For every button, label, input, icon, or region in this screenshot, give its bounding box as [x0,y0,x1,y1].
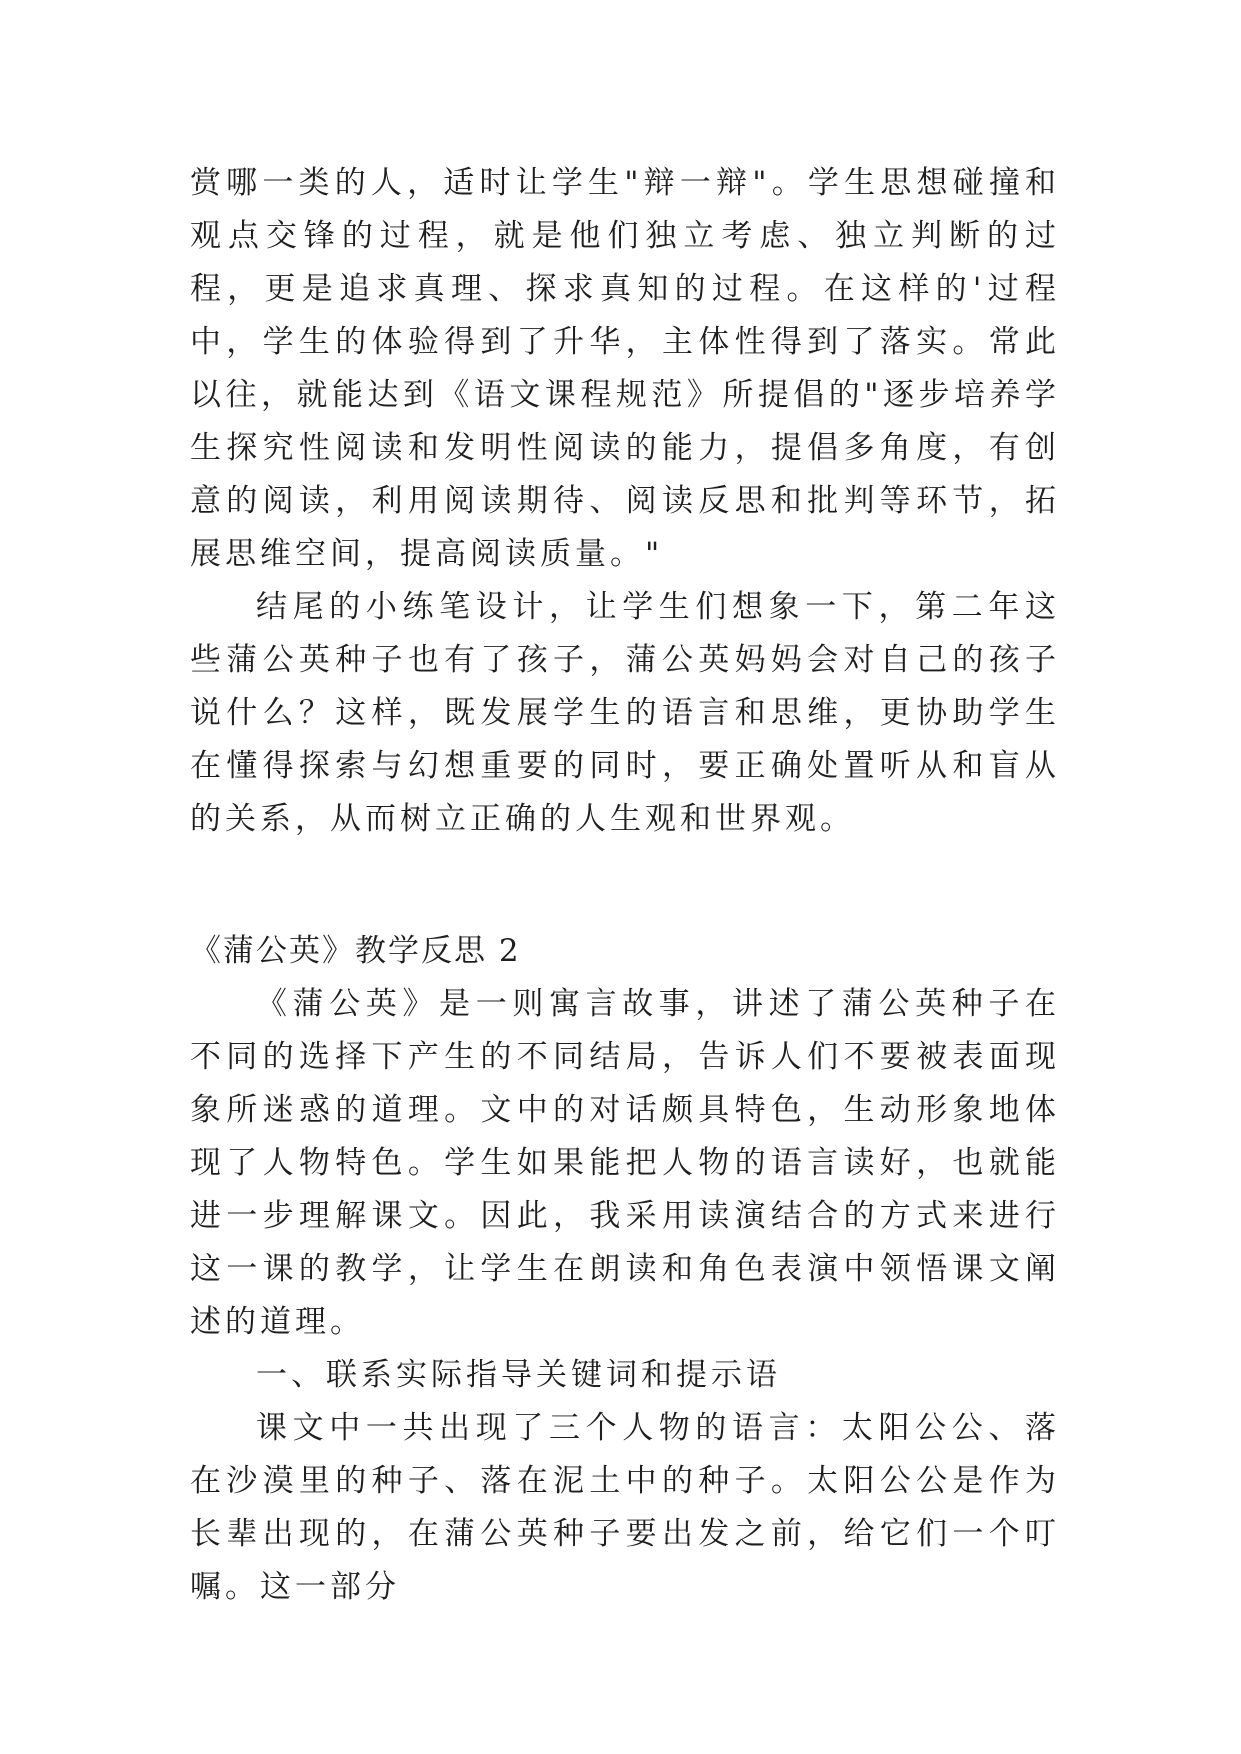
paragraph: 结尾的小练笔设计，让学生们想象一下，第二年这些蒲公英种子也有了孩子，蒲公英妈妈会对自己的孩子说什么？这样，既发展学生的语言和思维，更协助学生在懂得探索与幻想重要的同时，要正确处置听从和盲从的关系，从而树立正确的人生观和世界观。 [190,589,1060,837]
paragraph: 赏哪一类的人，适时让学生"辩一辩"。学生思想碰撞和观点交锋的过程，就是他们独立考虑、独立判断的过程，更是追求真理、探求真知的过程。在这样的'过程中，学生的体验得到了升华，主体性得到了落实。常此以往，就能达到《语文课程规范》所提倡的"逐步培养学生探究性阅读和发明性阅读的能力，提倡多角度，有创意的阅读，利用阅读期待、阅读反思和批判等环节，拓展思维空间，提高阅读质量。" [190,165,1060,572]
paragraph: 课文中一共出现了三个人物的语言：太阳公公、落在沙漠里的种子、落在泥土中的种子。太阳公公是作为长辈出现的，在蒲公英种子要出发之前，给它们一个叮嘱。这一部分 [190,1410,1060,1605]
section-gap [190,846,1060,925]
section-title: 《蒲公英》教学反思 2 [190,933,521,969]
subheading: 一、联系实际指导关键词和提示语 [256,1357,781,1393]
paragraph: 《蒲公英》是一则寓言故事，讲述了蒲公英种子在不同的选择下产生的不同结局，告诉人们不要被表面现象所迷惑的道理。文中的对话颇具特色，生动形象地体现了人物特色。学生如果能把人物的语言读好，也就能进一步理解课文。因此，我采用读演结合的方式来进行这一课的教学，让学生在朗读和角色表演中领悟课文阐述的道理。 [190,986,1060,1340]
document-body [190,157,1060,1614]
